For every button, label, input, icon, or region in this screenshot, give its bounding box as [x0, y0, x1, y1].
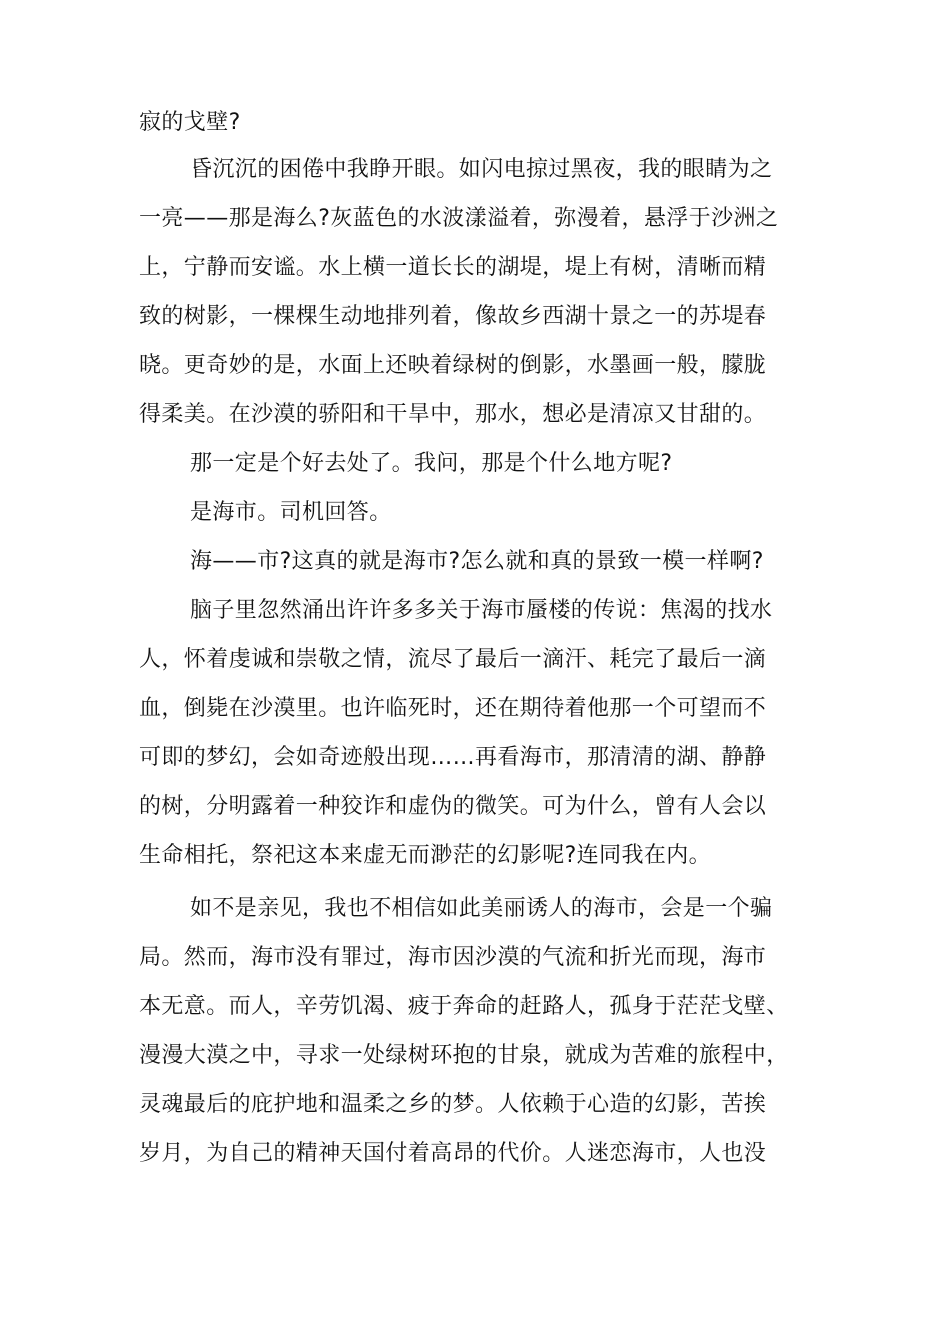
text-line: 血，倒毙在沙漠里。也许临死时，还在期待着他那一个可望而不	[139, 696, 767, 721]
text-line: 漫漫大漠之中，寻求一处绿树环抱的甘泉，就成为苦难的旅程中，	[139, 1043, 789, 1068]
text-line: 灵魂最后的庇护地和温柔之乡的梦。人依赖于心造的幻影，苦挨	[139, 1092, 767, 1117]
paragraph-first-line: 脑子里忽然涌出许许多多关于海市蜃楼的传说：焦渴的找水	[190, 598, 773, 623]
text-line: 局。然而，海市没有罪过，海市因沙漠的气流和折光而现，海市	[139, 945, 767, 970]
text-line: 本无意。而人，辛劳饥渴、疲于奔命的赶路人，孤身于茫茫戈壁、	[139, 994, 789, 1019]
paragraph-first-line: 昏沉沉的困倦中我睁开眼。如闪电掠过黑夜，我的眼睛为之	[190, 157, 773, 182]
paragraph-first-line: 如不是亲见，我也不相信如此美丽诱人的海市，会是一个骗	[190, 896, 773, 921]
text-line: 可即的梦幻，会如奇迹般出现……再看海市，那清清的湖、静静	[139, 745, 767, 770]
text-line: 生命相托，祭祀这本来虚无而渺茫的幻影呢?连同我在内。	[139, 843, 712, 868]
paragraph-first-line: 那一定是个好去处了。我问，那是个什么地方呢?	[190, 451, 673, 476]
text-line: 一亮——那是海么?灰蓝色的水波漾溢着，弥漫着，悬浮于沙洲之	[139, 206, 779, 231]
text-line: 晓。更奇妙的是，水面上还映着绿树的倒影，水墨画一般，朦胧	[139, 353, 767, 378]
text-line: 寂的戈壁?	[139, 110, 241, 135]
text-line: 岁月，为自己的精神天国付着高昂的代价。人迷恋海市，人也没	[139, 1141, 767, 1166]
paragraph-first-line: 是海市。司机回答。	[190, 500, 392, 525]
text-line: 致的树影，一棵棵生动地排列着，像故乡西湖十景之一的苏堤春	[139, 304, 767, 329]
text-line: 人，怀着虔诚和崇敬之情，流尽了最后一滴汗、耗完了最后一滴	[139, 647, 767, 672]
text-line: 上，宁静而安谧。水上横一道长长的湖堤，堤上有树，清晰而精	[139, 255, 767, 280]
text-line: 的树，分明露着一种狡诈和虚伪的微笑。可为什么，曾有人会以	[139, 794, 767, 819]
paragraph-first-line: 海——市?这真的就是海市?怎么就和真的景致一模一样啊?	[190, 549, 764, 574]
text-line: 得柔美。在沙漠的骄阳和干旱中，那水，想必是清凉又甘甜的。	[139, 402, 767, 427]
